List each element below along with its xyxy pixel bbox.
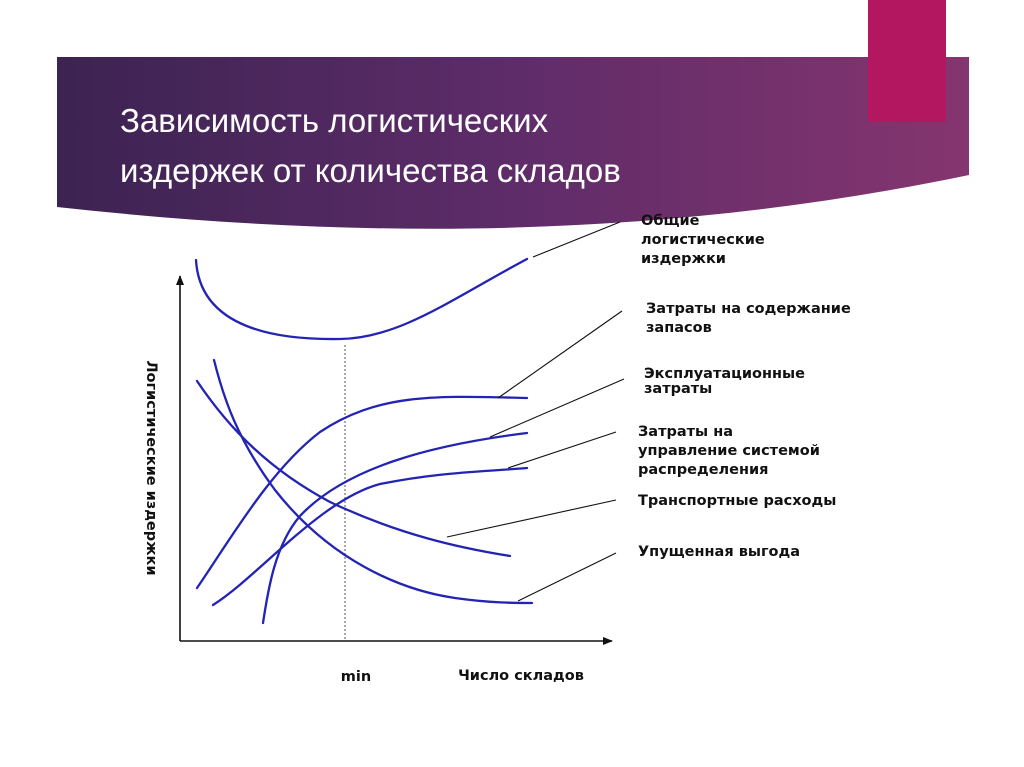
total-costs-curve (196, 259, 527, 339)
legend-management-line3: распределения (638, 462, 769, 478)
legend-management (638, 424, 820, 478)
transport-costs-curve (197, 381, 510, 556)
legend-total-line3: издержки (641, 251, 726, 267)
legend-management-line1: Затраты на (638, 424, 734, 440)
legend-operating-line2: затраты (644, 381, 713, 397)
leader-management (508, 432, 616, 468)
leader-inventory (498, 311, 622, 398)
legend-inventory (646, 301, 851, 336)
x-axis-label: Число складов (458, 668, 584, 684)
leader-total (533, 222, 620, 257)
min-label: min (340, 669, 372, 685)
leader-operating (490, 379, 624, 437)
legend-transport-line1: Транспортные расходы (638, 493, 837, 509)
legend-total-line2: логистические (641, 232, 765, 248)
legend-operating-line1: Эксплуатационные (644, 366, 805, 382)
legend-operating (644, 366, 805, 397)
legend-total (641, 213, 765, 267)
legend-inventory-line2: запасов (646, 320, 712, 336)
legend-management-line2: управление системой (638, 443, 820, 459)
legend-transport (638, 493, 836, 509)
legend-lost-profit (638, 544, 800, 560)
legend-lost-profit-line1: Упущенная выгода (638, 544, 801, 560)
leader-transport (447, 500, 616, 537)
y-axis-label: Логистические издержки (143, 360, 159, 576)
title-line-1: Зависимость логистических (120, 102, 549, 139)
legend-total-line1: Общие (641, 213, 700, 229)
management-costs-curve (213, 468, 527, 605)
title-line-2: издержек от количества складов (120, 152, 621, 189)
leader-lost-profit (518, 553, 616, 601)
inventory-costs-curve (197, 397, 527, 588)
legend-inventory-line1: Затраты на содержание (646, 301, 851, 317)
